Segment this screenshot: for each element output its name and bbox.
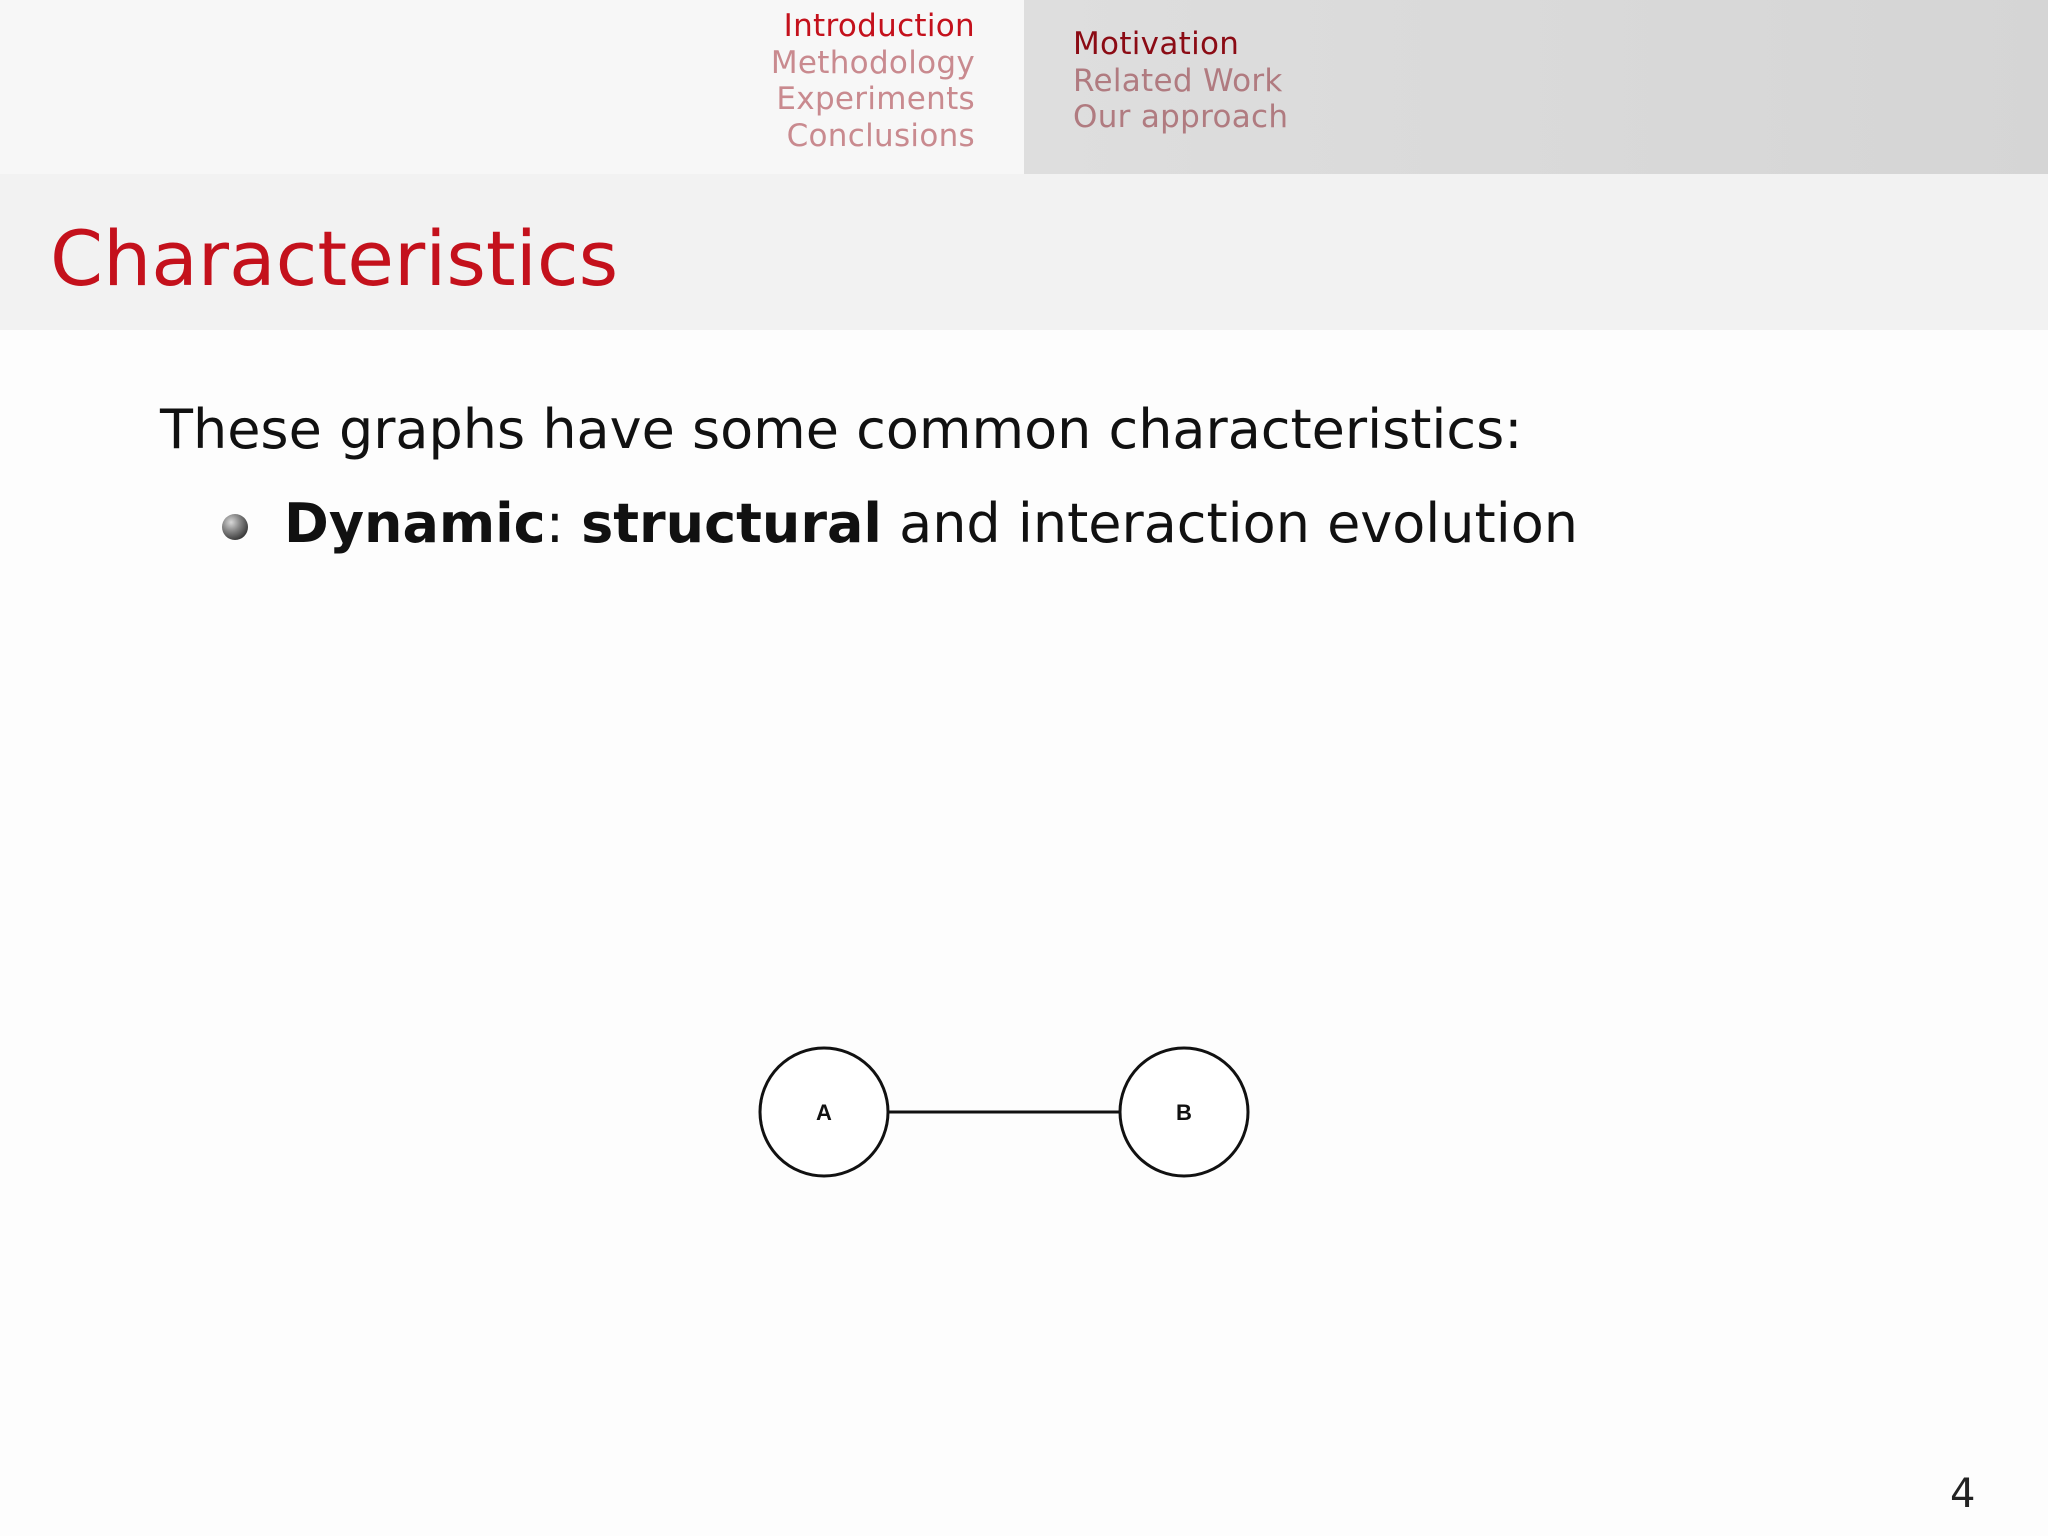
bullet-emphasis: structural [581,492,882,555]
page-number: 4 [1950,1471,1976,1517]
bullet-separator: : [545,492,582,555]
section-link-experiments[interactable]: Experiments [776,81,975,117]
section-link-methodology[interactable]: Methodology [770,44,975,81]
node-a [760,1048,888,1176]
intro-text: These graphs have some common characteristics: [160,398,1523,461]
section-link-introduction[interactable]: Introduction [783,8,975,44]
node-b [1120,1048,1248,1176]
node-b-label: B [1176,1100,1192,1125]
node-a-label: A [816,1100,832,1125]
subsection-link-our-approach[interactable]: Our approach [1073,99,1289,135]
bullet-term: Dynamic [284,492,546,555]
subsection-link-related-work[interactable]: Related Work [1073,62,1283,99]
subsection-link-motivation[interactable]: Motivation [1073,26,1240,62]
bullet-rest: and interaction evolution [881,492,1578,555]
section-link-conclusions[interactable]: Conclusions [786,117,975,154]
frame-title: Characteristics [50,214,619,303]
